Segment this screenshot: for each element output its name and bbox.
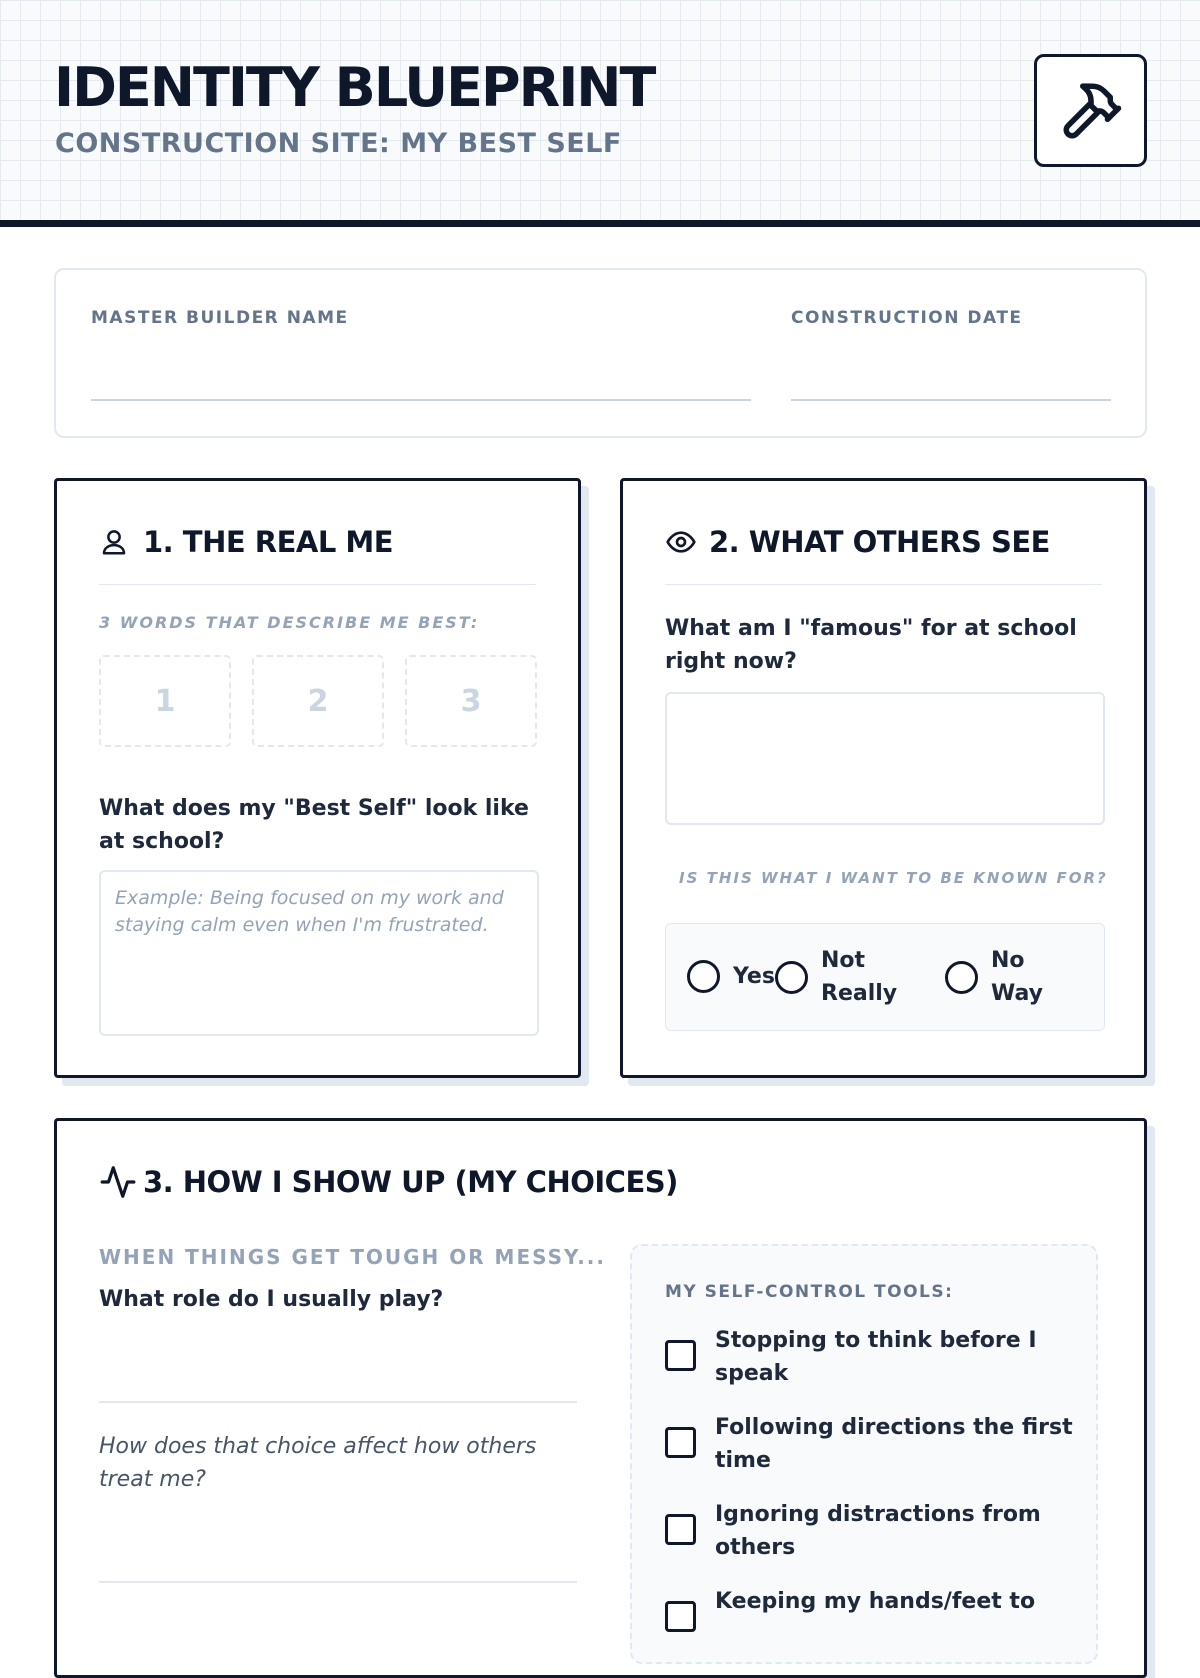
option-no-way[interactable] (945, 944, 1051, 1010)
section-real-me-title: 1. THE REAL ME (143, 525, 394, 559)
section-show-up-header (99, 1163, 1102, 1225)
tool-item[interactable] (665, 1411, 1076, 1477)
radio-not-really[interactable] (775, 961, 808, 994)
best-self-placeholder: Example: Being focused on my work and staying calm even when I'm frustrated. (115, 887, 504, 936)
construction-date-label: CONSTRUCTION DATE (791, 308, 1023, 328)
section-others-see-title: 2. WHAT OTHERS SEE (709, 525, 1050, 559)
section-show-up-title: 3. HOW I SHOW UP (MY CHOICES) (143, 1165, 678, 1199)
tool-checkbox[interactable] (665, 1340, 696, 1371)
word-slot-2[interactable]: 2 (252, 655, 384, 747)
tool-label: Keeping my hands/feet to (715, 1589, 1036, 1614)
tool-item[interactable] (665, 1498, 1076, 1564)
option-yes-label: Yes (733, 964, 775, 989)
effect-question: How does that choice affect how others treat me? (99, 1434, 537, 1492)
effect-answer-line[interactable] (99, 1581, 577, 1583)
known-for-options (665, 923, 1105, 1031)
section-real-me-card (54, 478, 581, 1078)
tool-label: Following directions the first time (715, 1415, 1073, 1473)
tool-label: Ignoring distractions from others (715, 1502, 1041, 1560)
page-header (0, 0, 1200, 227)
radio-no-way[interactable] (945, 961, 978, 994)
famous-for-question: What am I "famous" for at school right now? (665, 616, 1077, 674)
radio-yes[interactable] (687, 960, 720, 993)
known-for-label: IS THIS WHAT I WANT TO BE KNOWN FOR? (679, 869, 1108, 887)
three-words-label: 3 WORDS THAT DESCRIBE ME BEST: (99, 613, 480, 632)
tool-checkbox[interactable] (665, 1427, 696, 1458)
option-not-really-label: Not Really (821, 948, 898, 1006)
section-real-me-header (99, 523, 536, 585)
page-title: IDENTITY BLUEPRINT (54, 56, 655, 119)
option-not-really[interactable] (775, 944, 901, 1010)
best-self-question: What does my "Best Self" look like at school? (99, 796, 529, 854)
best-self-answer-field[interactable] (99, 870, 539, 1036)
option-no-way-label: No Way (991, 948, 1043, 1006)
tool-item[interactable] (665, 1324, 1076, 1390)
word-slot-3[interactable]: 3 (405, 655, 537, 747)
section-others-see-header (665, 523, 1102, 585)
role-answer-line[interactable] (99, 1401, 577, 1403)
user-icon (99, 525, 133, 559)
word-slot-1[interactable]: 1 (99, 655, 231, 747)
eye-icon (665, 525, 699, 559)
self-control-tools-label: MY SELF-CONTROL TOOLS: (665, 1282, 954, 1302)
self-control-tools-box (630, 1244, 1098, 1664)
section-show-up-card (54, 1118, 1147, 1678)
tool-checkbox[interactable] (665, 1514, 696, 1545)
hammer-icon (1058, 78, 1124, 144)
tool-item[interactable] (665, 1585, 1076, 1632)
logo-badge (1034, 54, 1147, 167)
construction-date-field[interactable] (791, 399, 1111, 401)
builder-name-label: MASTER BUILDER NAME (91, 308, 349, 328)
builder-info-box (54, 268, 1147, 438)
tough-times-label: WHEN THINGS GET TOUGH OR MESSY... (99, 1245, 606, 1269)
builder-name-field[interactable] (91, 399, 751, 401)
tool-checkbox[interactable] (665, 1601, 696, 1632)
role-question: What role do I usually play? (99, 1287, 444, 1312)
famous-for-answer-field[interactable] (665, 692, 1105, 825)
activity-icon (99, 1165, 133, 1199)
page-subtitle: CONSTRUCTION SITE: MY BEST SELF (55, 128, 622, 159)
tool-label: Stopping to think before I speak (715, 1328, 1037, 1386)
section-others-see-card (620, 478, 1147, 1078)
option-yes[interactable] (687, 960, 775, 993)
